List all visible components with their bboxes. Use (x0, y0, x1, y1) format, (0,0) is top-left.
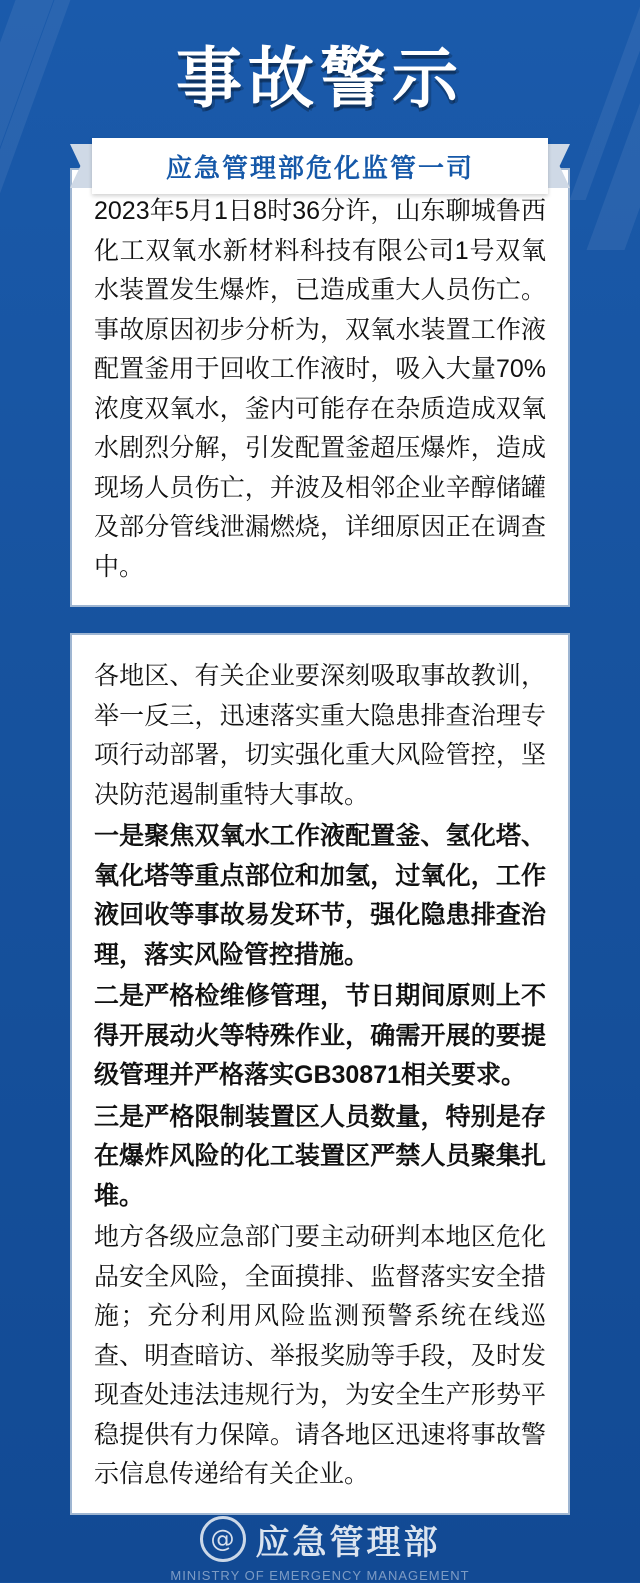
footer-org-name: 应急管理部 (255, 1523, 441, 1562)
incident-paragraph: 2023年5月1日8时36分许，山东聊城鲁西化工双氧水新材料科技有限公司1号双氧水装置发生爆炸，已造成重大人员伤亡。事故原因初步分析为，双氧水装置工作液配置釜用于回收工作液时，吸入大量70%浓度双氧水，釜内可能存在杂质造成双氧水剧烈分解，引发配置釜超压爆炸，造成现场人员伤亡，并波及相邻企业辛醇储罐及部分管线泄漏燃烧，详细原因正在调查中。 (94, 197, 546, 581)
page-title: 事故警示 (176, 40, 464, 117)
footer (0, 1515, 640, 1583)
footer-watermark: MINISTRY OF EMERGENCY MANAGEMENT (170, 1567, 470, 1583)
requirement-paragraph-4: 三是严格限制装置区人员数量，特别是存在爆炸风险的化工装置区严禁人员聚集扎堆。 (94, 1102, 546, 1210)
incident-description-card (70, 168, 570, 607)
footer-logo (200, 1515, 441, 1564)
requirements-card (70, 633, 570, 1515)
at-icon: @ (200, 1516, 246, 1562)
requirement-paragraph-1: 各地区、有关企业要深刻吸取事故教训，举一反三，迅速落实重大隐患排查治理专项行动部署，切实强化重大风险管控，坚决防范遏制重特大事故。 (94, 662, 546, 809)
requirement-paragraph-3: 二是严格检维修管理，节日期间原则上不得开展动火等特殊作业，确需开展的要提级管理并严格落实GB30871相关要求。 (94, 982, 546, 1089)
ribbon-body (92, 138, 548, 194)
requirement-paragraph-5: 地方各级应急部门要主动研判本地区危化品安全风险，全面摸排、监督落实安全措施；充分利用风险监测预警系统在线巡查、明查暗访、举报奖励等手段，及时发现查处违法违规行为，为安全生产形势平稳提供有力保障。请各地区迅速将事故警示信息传递给有关企业。 (94, 1223, 546, 1488)
requirement-paragraph-2: 一是聚焦双氧水工作液配置釜、氢化塔、氧化塔等重点部位和加氢，过氧化，工作液回收等事故易发环节，强化隐患排查治理，落实风险管控措施。 (94, 822, 546, 969)
ribbon-label: 应急管理部危化监管一司 (165, 152, 474, 183)
